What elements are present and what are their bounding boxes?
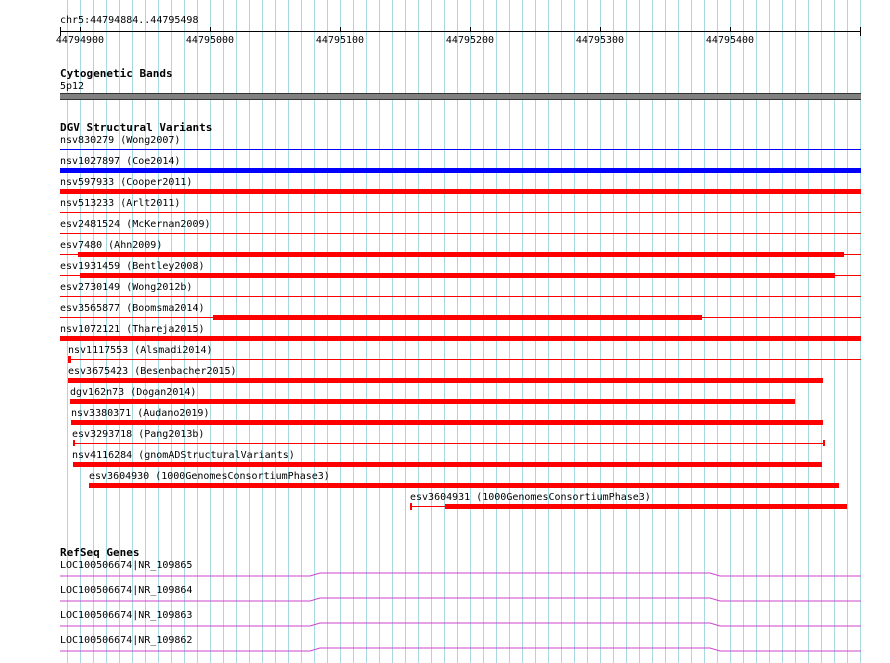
gene-label: LOC100506674|NR_109865 (60, 560, 193, 571)
variant-line[interactable] (73, 443, 825, 444)
variant-label: nsv3380371 (Audano2019) (71, 408, 210, 419)
variant-end (410, 503, 412, 510)
cytoband-track-title: Cytogenetic Bands (60, 67, 173, 80)
variant-end (73, 440, 75, 446)
variant-label: esv7480 (Ahn2009) (60, 240, 163, 251)
gene-label: LOC100506674|NR_109862 (60, 635, 193, 646)
dgv-track-title: DGV Structural Variants (60, 121, 213, 134)
gene-label: LOC100506674|NR_109863 (60, 610, 193, 621)
gene-model[interactable] (60, 570, 861, 578)
region-label: chr5:44794884..44795498 (60, 15, 199, 26)
refseq-track-title: RefSeq Genes (60, 546, 140, 559)
ruler-axis (60, 31, 861, 32)
variant-label: esv3604931 (1000GenomesConsortiumPhase3) (410, 492, 651, 503)
variant-bar[interactable] (445, 504, 847, 509)
variant-bar[interactable] (60, 336, 861, 341)
variant-bar[interactable] (71, 420, 823, 425)
variant-label: esv3604930 (1000GenomesConsortiumPhase3) (89, 471, 330, 482)
gene-model[interactable] (60, 645, 861, 653)
ruler-tick-label: 44795100 (315, 35, 365, 46)
variant-label: nsv597933 (Cooper2011) (60, 177, 193, 188)
ruler-tick-label: 44795300 (575, 35, 625, 46)
variant-bar[interactable] (89, 483, 839, 488)
ruler-tick-label: 44795000 (185, 35, 235, 46)
ruler-tick (470, 27, 471, 32)
variant-bar[interactable] (78, 252, 844, 257)
ruler-tick-label: 44795200 (445, 35, 495, 46)
variant-bar[interactable] (60, 189, 861, 194)
variant-label: nsv513233 (Arlt2011) (60, 198, 181, 209)
ruler-tick-label: 44794900 (55, 35, 105, 46)
ruler-tick-label: 44795400 (705, 35, 755, 46)
variant-bar[interactable] (213, 315, 702, 320)
cytoband-label: 5p12 (60, 81, 85, 92)
variant-label: nsv1072121 (Thareja2015) (60, 324, 205, 335)
ruler-right-arrow (860, 27, 861, 36)
variant-bar[interactable] (80, 273, 835, 278)
variant-label: esv2481524 (McKernan2009) (60, 219, 211, 230)
variant-label: dgv162n73 (Dogan2014) (70, 387, 197, 398)
variant-bar[interactable] (60, 168, 861, 173)
variant-bar[interactable] (73, 462, 822, 467)
variant-bar[interactable] (68, 356, 71, 363)
variant-label: esv3293718 (Pang2013b) (72, 429, 205, 440)
variant-line[interactable] (60, 149, 861, 150)
variant-label: esv2730149 (Wong2012b) (60, 282, 193, 293)
ruler-tick (340, 27, 341, 32)
gene-model[interactable] (60, 595, 861, 603)
variant-label: esv3565877 (Boomsma2014) (60, 303, 205, 314)
variant-bar[interactable] (68, 378, 823, 383)
ruler-tick (80, 27, 81, 32)
variant-label: nsv1027897 (Coe2014) (60, 156, 181, 167)
gene-model[interactable] (60, 620, 861, 628)
ruler-tick (600, 27, 601, 32)
ruler-tick (210, 27, 211, 32)
ruler-tick (730, 27, 731, 32)
variant-bar[interactable] (70, 399, 795, 404)
variant-label: esv3675423 (Besenbacher2015) (68, 366, 237, 377)
variant-label: nsv830279 (Wong2007) (60, 135, 181, 146)
variant-label: nsv1117553 (Alsmadi2014) (68, 345, 213, 356)
variant-line[interactable] (68, 359, 861, 360)
variant-label: nsv4116284 (gnomADStructuralVariants) (72, 450, 295, 461)
variant-line[interactable] (60, 212, 861, 213)
cytoband-bar[interactable] (60, 93, 861, 100)
variant-end (823, 440, 825, 446)
variant-line[interactable] (60, 296, 861, 297)
gene-label: LOC100506674|NR_109864 (60, 585, 193, 596)
variant-label: esv1931459 (Bentley2008) (60, 261, 205, 272)
variant-line[interactable] (60, 233, 861, 234)
